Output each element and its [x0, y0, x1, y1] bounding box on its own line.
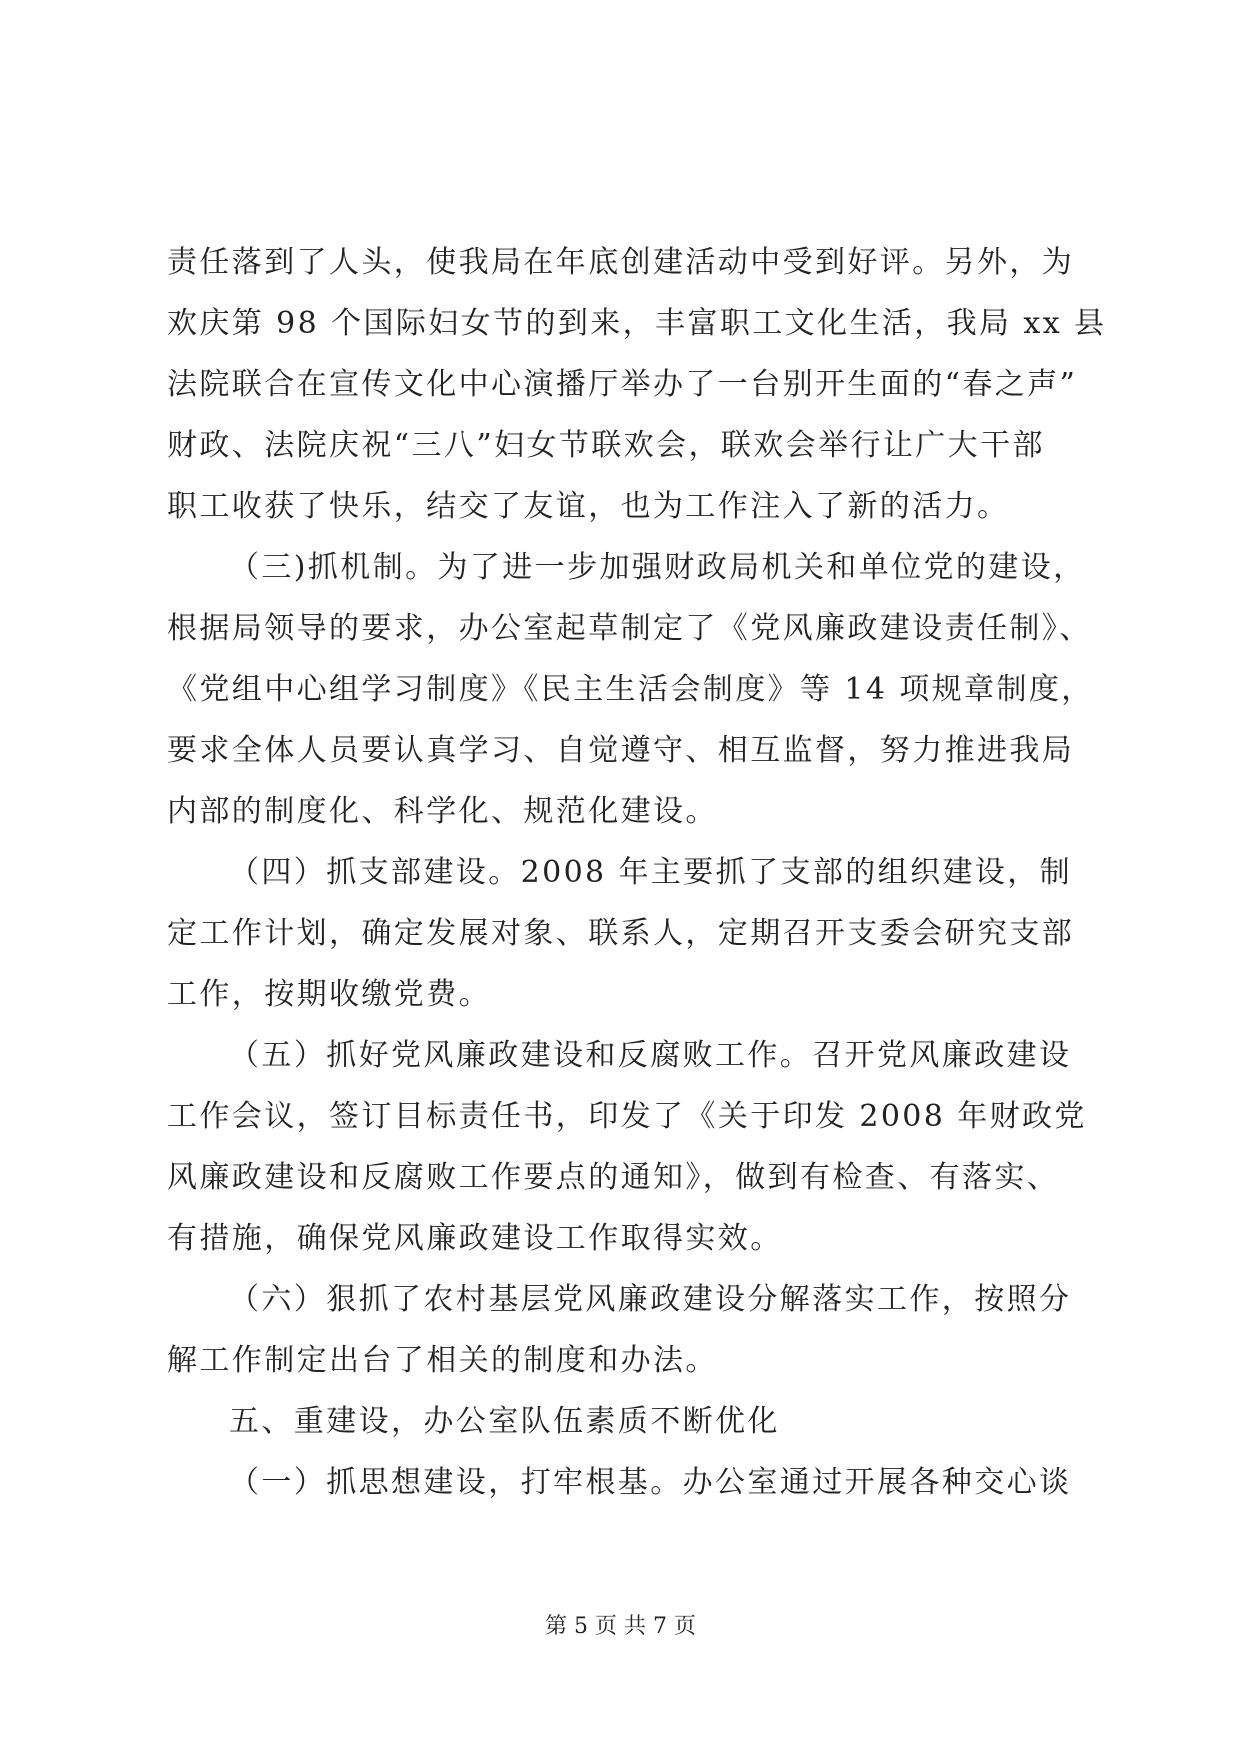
text-line: 根据局领导的要求，办公室起草制定了《党风廉政建设责任制》、	[167, 611, 1092, 646]
text-line: 工作会议，签订目标责任书，印发了《关于印发 2008 年财政党	[167, 1099, 1087, 1134]
text-line: 解工作制定出台了相关的制度和办法。	[167, 1343, 718, 1378]
text-line: （五）抓好党风廉政建设和反腐败工作。召开党风廉政建设	[229, 1038, 1072, 1073]
text-line: 财政、法院庆祝“三八”妇女节联欢会，联欢会举行让广大干部	[167, 428, 1045, 463]
text-line: 内部的制度化、科学化、规范化建设。	[167, 794, 718, 829]
text-line: 定工作计划，确定发展对象、联系人，定期召开支委会研究支部	[167, 916, 1075, 951]
text-line: （四）抓支部建设。2008 年主要抓了支部的组织建设，制	[229, 855, 1073, 890]
text-line: 有措施，确保党风廉政建设工作取得实效。	[167, 1221, 783, 1256]
text-line: （六）狠抓了农村基层党风廉政建设分解落实工作，按照分	[229, 1282, 1072, 1317]
text-line: （一）抓思想建设，打牢根基。办公室通过开展各种交心谈	[229, 1465, 1072, 1500]
text-line: 职工收获了快乐，结交了友谊，也为工作注入了新的活力。	[167, 489, 1010, 524]
text-line: 法院联合在宣传文化中心演播厅举办了一台别开生面的“春之声”	[167, 367, 1078, 402]
document-body	[167, 232, 1107, 1513]
text-line: 要求全体人员要认真学习、自觉遵守、相互监督，努力推进我局	[167, 733, 1075, 768]
text-line: （三)抓机制。为了进一步加强财政局机关和单位党的建设，	[229, 550, 1086, 585]
page-number-footer: 第 5 页 共 7 页	[545, 1614, 696, 1639]
text-line: 《党组中心组学习制度》《民主生活会制度》等 14 项规章制度，	[167, 672, 1094, 707]
text-line: 欢庆第 98 个国际妇女节的到来，丰富职工文化生活，我局 xx 县	[167, 306, 1107, 341]
text-line: 工作，按期收缴党费。	[167, 977, 491, 1012]
text-line: 风廉政建设和反腐败工作要点的通知》，做到有检查、有落实、	[167, 1160, 1060, 1195]
section-heading: 五、重建设，办公室队伍素质不断优化	[229, 1404, 780, 1439]
text-line: 责任落到了人头，使我局在年底创建活动中受到好评。另外，为	[167, 245, 1075, 280]
